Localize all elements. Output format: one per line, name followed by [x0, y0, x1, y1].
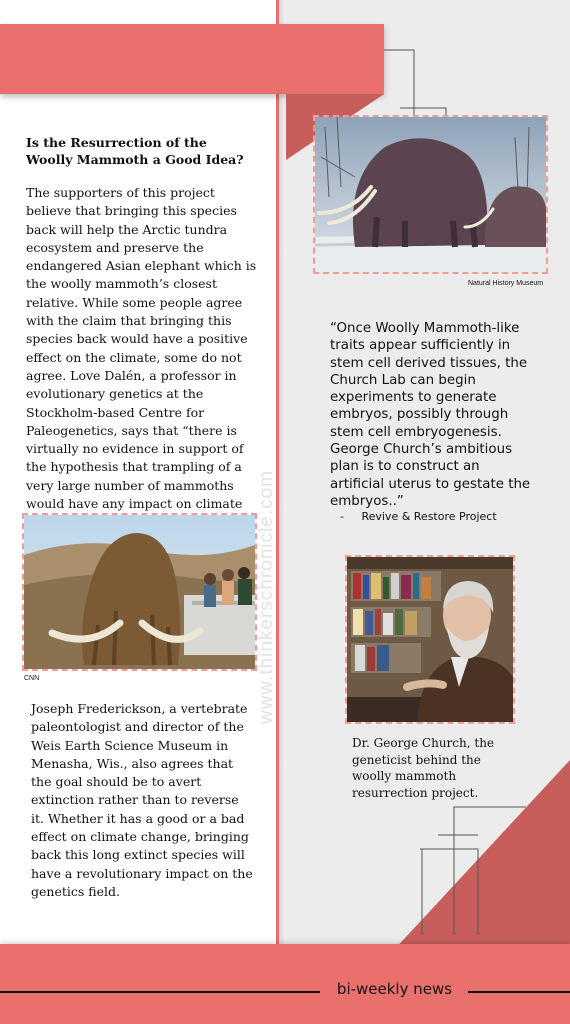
quote-attribution: - Revive & Restore Project [340, 510, 497, 523]
museum-photo-caption: CNN [24, 675, 40, 682]
pull-quote: “Once Woolly Mammoth-like traits appear sufficiently in stem cell derived tissues, the Church Lab can begin experiments to generate embryos, possibly through stem cell embryogenesis. George Church’s ambitious plan is to construct an artificial uterus to gestate the embryos..” [330, 321, 531, 509]
herd-photo-caption: Natural History Museum [468, 280, 544, 287]
watermark: www.thinkerschronicle.com [256, 470, 277, 725]
article-body-continued: Joseph Frederickson, a vertebrate paleontologist and director of the Weis Earth Science Museum in Menasha, Wis., also agrees that the goal should be to avert extinction rather than to reverse it. Whether it has a good or a bad effect on climate change, bringing back this long extinct species will have a revolutionary impact on the genetics field. [31, 701, 253, 899]
article-body: The supporters of this project believe that bringing this species back will help the Arctic tundra ecosystem and preserve the endangered Asian elephant which is the woolly mammoth’s closest relative. While some people agree with the claim that bringing this species back would have a positive effect on the climate, some do not agree. Love Dalén, a professor in evolutionary genetics at the Stockholm-based Centre for Paleogenetics, says that “there is virtually no evidence in support of the hypothesis that trampling of a very large number of mammoths would have any impact on climate [26, 185, 257, 512]
footer-rule-right [468, 991, 570, 993]
top-ribbon [0, 24, 384, 94]
bottom-ribbon [0, 944, 570, 1014]
george-church-photo [345, 555, 515, 724]
mammoth-herd-photo [313, 115, 548, 274]
article-title: Is the Resurrection of the Woolly Mammoth a Good Idea? [26, 135, 244, 167]
bottom-accent-triangle [380, 760, 570, 965]
footer-label: bi-weekly news [336, 980, 453, 998]
george-church-caption: Dr. George Church, the geneticist behind the woolly mammoth resurrection project. [352, 736, 495, 800]
bottom-strip [0, 1014, 570, 1024]
footer-rule-left [0, 991, 320, 993]
museum-mammoth-photo [22, 513, 257, 671]
